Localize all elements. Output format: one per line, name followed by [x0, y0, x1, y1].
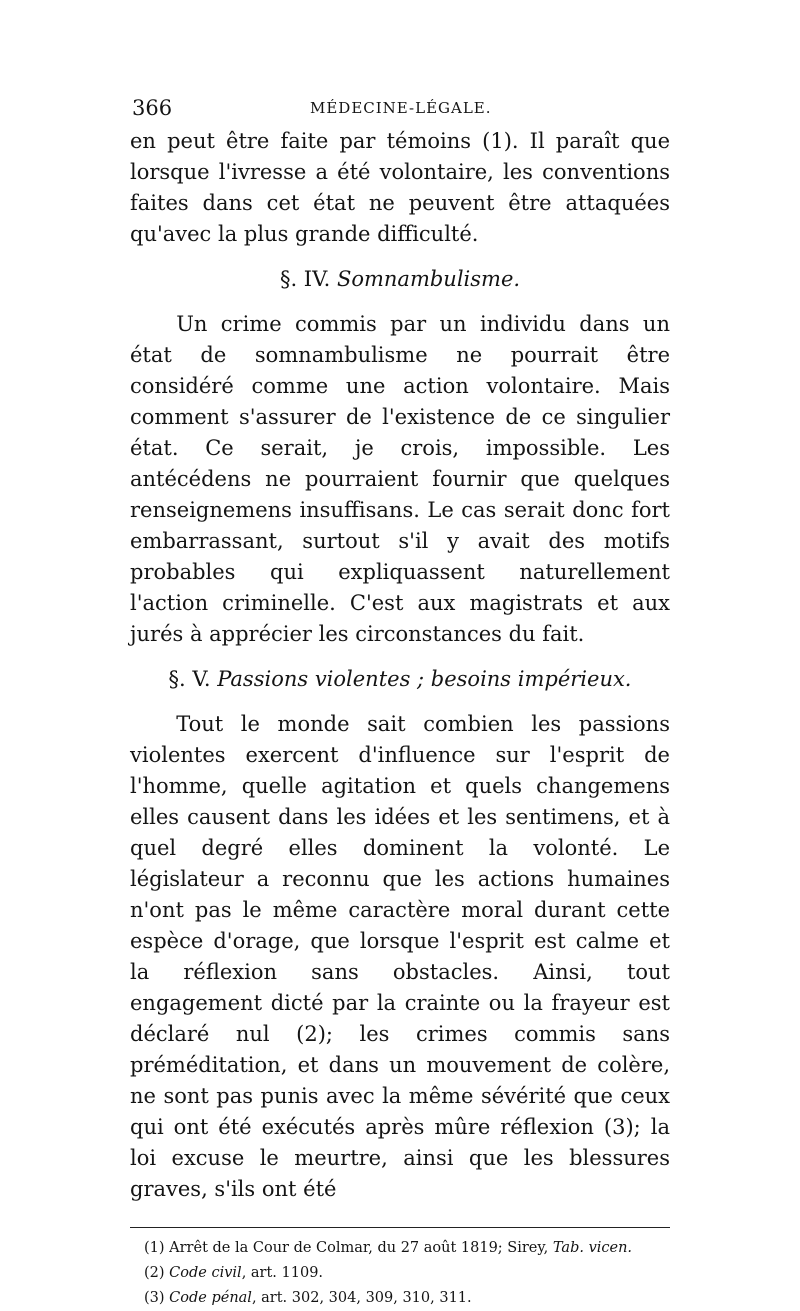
- section-number: §. IV.: [279, 267, 331, 291]
- page-number: 366: [132, 96, 173, 120]
- running-head: [130, 96, 670, 126]
- book-page: [130, 96, 670, 1311]
- footnotes: [130, 1236, 670, 1311]
- footnote-reference: Tab. vicen.: [552, 1240, 633, 1256]
- running-title: MÉDECINE-LÉGALE.: [310, 99, 492, 117]
- footnote-text: , art. 302, 304, 309, 310, 311.: [251, 1290, 472, 1306]
- footnote-2: [144, 1261, 670, 1286]
- paragraph-continuation: en peut être faite par témoins (1). Il paraît que lorsque l'ivresse a été volontaire, les conventions faites dans cet état ne peuvent être attaquées qu'avec la plus grande difficulté.: [130, 129, 670, 246]
- footnote-reference: Code civil: [169, 1265, 242, 1281]
- footnote-reference: Code pénal: [169, 1290, 252, 1306]
- footnote-1: [144, 1236, 670, 1261]
- paragraph-passions: Tout le monde sait combien les passions violentes exercent d'influence sur l'esprit de l'homme, quelle agitation et quels changemens elles causent dans les idées et les sentimens, et à quel degré elles dominent la volonté. Le législateur a reconnu que les actions humaines n'ont pas le même caractère moral durant cette espèce d'orage, que lorsque l'esprit est calme et la réflexion sans obstacles. Ainsi, tout engagement dicté par la crainte ou la frayeur est déclaré nul (2); les crimes commis sans préméditation, et dans un mouvement de colère, ne sont pas punis avec la même sévérité que ceux qui ont été exécutés après mûre réflexion (3); la loi excuse le meurtre, ainsi que les blessures graves, s'ils ont été: [130, 712, 670, 1201]
- footnote-text: Arrêt de la Cour de Colmar, du 27 août 1819; Sirey,: [169, 1240, 549, 1256]
- section-heading-v: [130, 664, 670, 695]
- footnote-3: [144, 1286, 670, 1311]
- section-heading-iv: [130, 264, 670, 295]
- footnote-marker: (1): [144, 1240, 165, 1256]
- paragraph-somnambulisme: Un crime commis par un individu dans un état de somnambulisme ne pourrait être considéré comme une action volontaire. Mais comment s'assurer de l'existence de ce singulier état. Ce serait, je crois, impossible. Les antécédens ne pourraient fournir que quelques renseignemens insuffisans. Le cas serait donc fort embarrassant, surtout s'il y avait des motifs probables qui expliquassent naturellement l'action criminelle. C'est aux magistrats et aux jurés à apprécier les circonstances du fait.: [130, 312, 670, 646]
- footnote-marker: (2): [144, 1265, 165, 1281]
- section-title: Passions violentes ; besoins impérieux.: [217, 667, 632, 691]
- section-number: §. V.: [168, 667, 211, 691]
- section-title: Somnambulisme.: [336, 267, 521, 291]
- footnote-divider: [130, 1227, 670, 1228]
- footnote-marker: (3): [144, 1290, 165, 1306]
- footnote-text: , art. 1109.: [241, 1265, 324, 1281]
